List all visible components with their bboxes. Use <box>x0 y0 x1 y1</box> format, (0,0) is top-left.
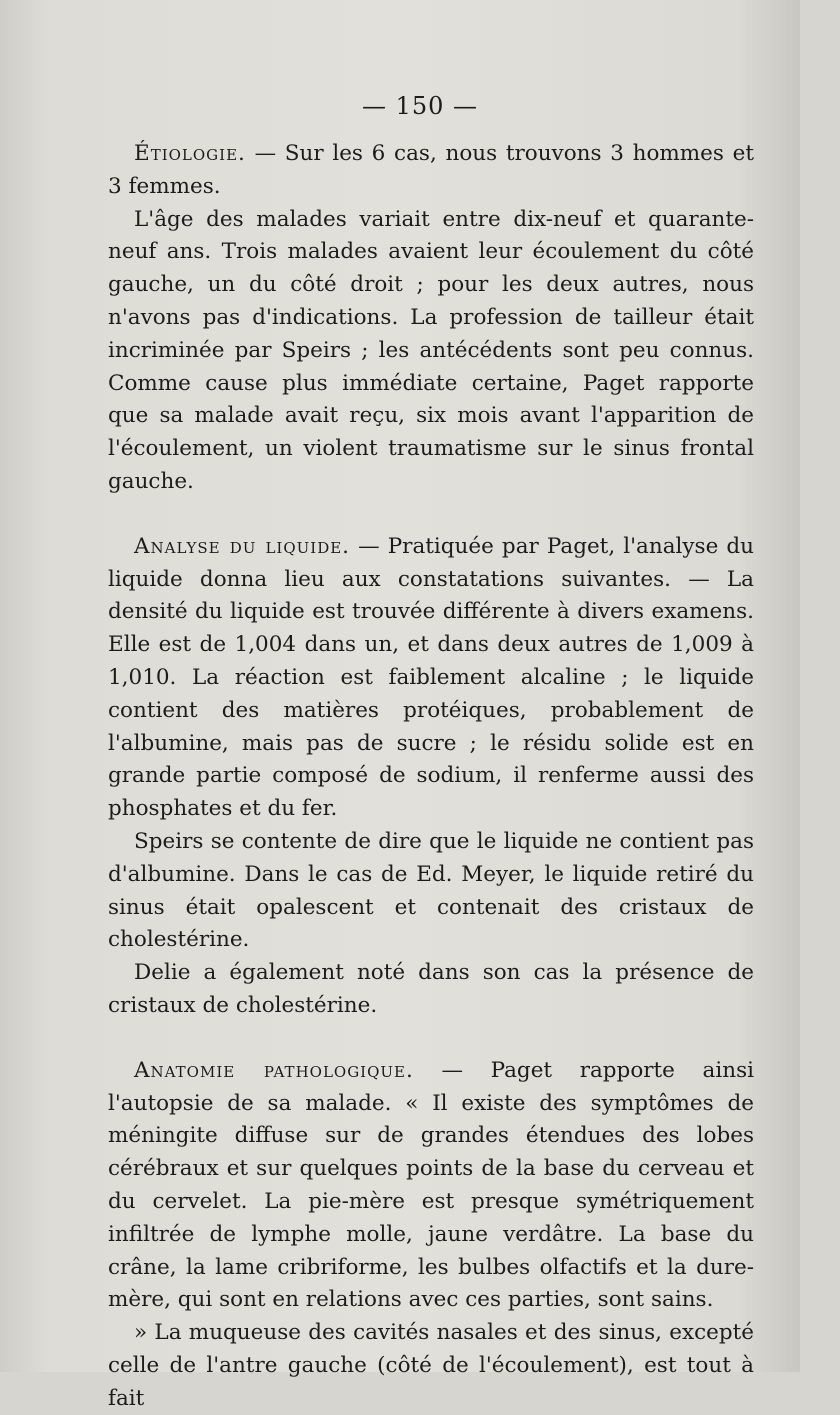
etiologie-paragraph-1 <box>108 138 754 204</box>
analyse-heading: Analyse du liquide. <box>134 533 351 559</box>
analyse-text-1: — Pratiquée par Paget, l'analyse du liquide donna lieu aux constatations suivantes. — La densité du liquide est trouvée différente à divers examens. Elle est de 1,004 dans un, et dans deux autres de 1,009 à 1,010. La réaction est faiblement alcaline ; le liquide contient des matières protéiques, probablement de l'albumine, mais pas de sucre ; le résidu solide est en grande partie composé de sodium, il renferme aussi des phosphates et du fer. <box>108 533 754 822</box>
anatomie-paragraph-2: » La muqueuse des cavités nasales et des sinus, excepté celle de l'antre gauche (côté de l'écoulement), est tout à fait <box>108 1320 754 1411</box>
page-body <box>108 138 754 1415</box>
page-number: — 150 — <box>361 92 479 120</box>
analyse-paragraph-1 <box>108 531 754 826</box>
anatomie-text-1: — Paget rapporte ainsi l'autopsie de sa malade. « Il existe des symptômes de méningite diffuse sur de grandes étendues des lobes cérébraux et sur quelques points de la base du cerveau et du cervelet. La pie-mère est presque symétriquement infiltrée de lymphe molle, jaune verdâtre. La base du crâne, la lame cribriforme, les bulbes olfactifs et la dure-mère, qui sont en relations avec ces parties, sont sains. <box>108 1057 754 1313</box>
analyse-paragraph-3: Delie a également noté dans son cas la présence de cristaux de cholestérine. <box>108 960 754 1018</box>
etiologie-text-1: — Sur les 6 cas, nous trouvons 3 hommes et 3 femmes. <box>108 141 754 199</box>
analyse-paragraph-2: Speirs se contente de dire que le liquide ne contient pas d'albumine. Dans le cas de Ed. Meyer, le liquide retiré du sinus était opalescent et contenait des cristaux de cholestérine. <box>108 828 754 953</box>
anatomie-heading: Anatomie pathologique. <box>134 1057 414 1083</box>
etiologie-heading: Étiologie. <box>134 141 246 166</box>
etiologie-paragraph-2: L'âge des malades variait entre dix-neuf et quarante-neuf ans. Trois malades avaient leur écoulement du côté gauche, un du côté droit ; pour les deux autres, nous n'avons pas d'indications. La profession de tailleur était incriminée par Speirs ; les antécédents sont peu connus. Comme cause plus immédiate certaine, Paget rapporte que sa malade avait reçu, six mois avant l'apparition de l'écoulement, un violent traumatisme sur le sinus frontal gauche. <box>108 206 754 494</box>
anatomie-paragraph-1 <box>108 1055 754 1317</box>
